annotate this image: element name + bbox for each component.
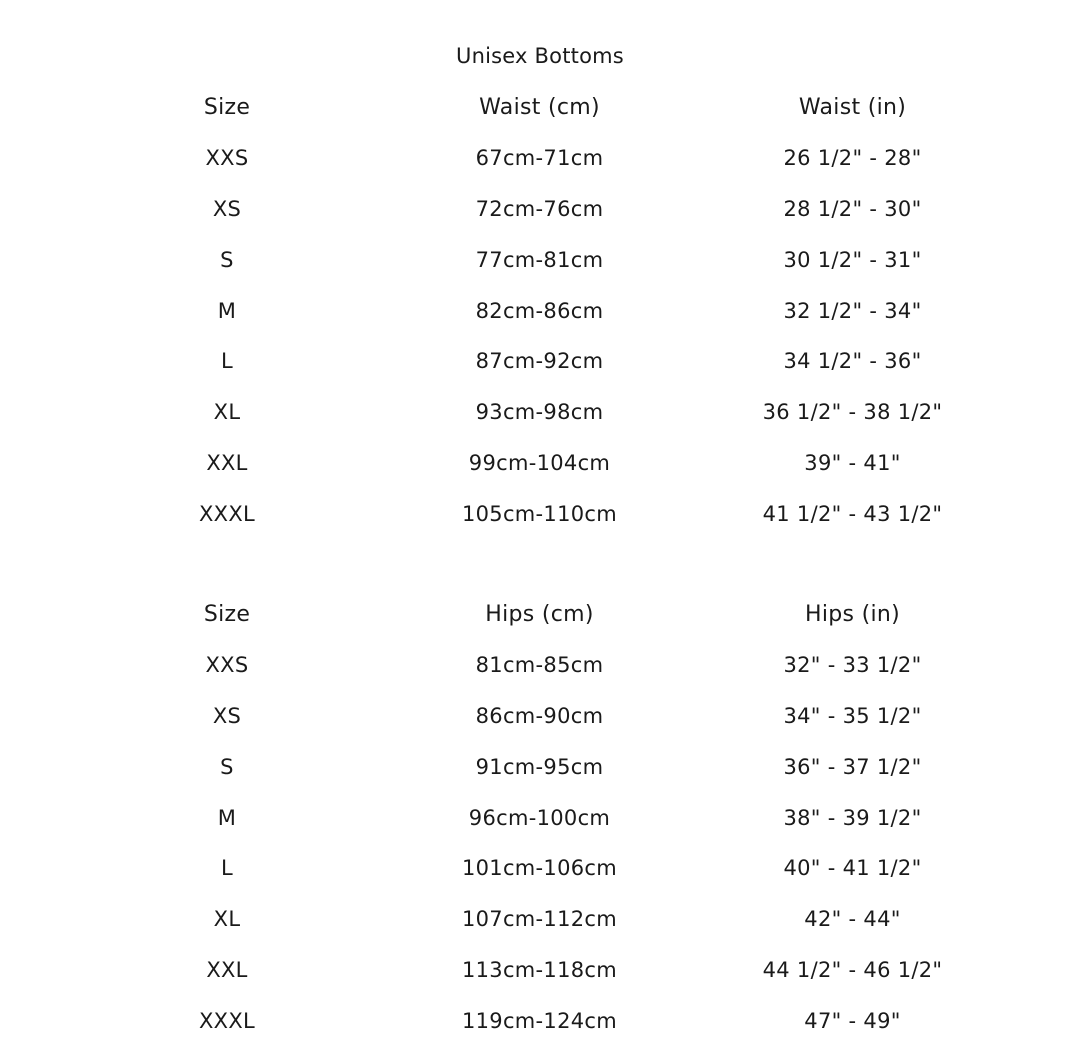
size-cell: XS xyxy=(212,196,242,221)
waist-cm-cell: 67cm-71cm xyxy=(475,146,604,171)
waist-cm-cell: 87cm-92cm xyxy=(475,349,604,374)
hips-in-cell: 34" - 35 1/2" xyxy=(783,703,922,728)
waist-size-table xyxy=(71,82,1009,539)
waist-in-cell: 34 1/2" - 36" xyxy=(783,349,922,374)
size-cell: XXXL xyxy=(198,501,256,526)
size-cell: S xyxy=(220,754,234,779)
hips-cm-cell: 119cm-124cm xyxy=(461,1008,618,1033)
hips-cm-cell: 101cm-106cm xyxy=(461,856,618,881)
table-row xyxy=(71,792,1009,843)
waist-in-cell: 36 1/2" - 38 1/2" xyxy=(762,400,943,425)
size-cell: XXL xyxy=(206,450,248,475)
table-row xyxy=(71,488,1009,539)
table-row xyxy=(71,234,1009,285)
waist-cm-cell: 77cm-81cm xyxy=(475,247,604,272)
hips-in-cell: 44 1/2" - 46 1/2" xyxy=(762,957,943,982)
waist-in-cell: 41 1/2" - 43 1/2" xyxy=(762,501,943,526)
column-header-hips-in: Hips (in) xyxy=(805,601,900,627)
waist-cm-cell: 93cm-98cm xyxy=(475,400,604,425)
size-cell: XL xyxy=(213,400,241,425)
waist-cm-cell: 82cm-86cm xyxy=(475,298,604,323)
table-row xyxy=(71,741,1009,792)
table-row xyxy=(71,336,1009,387)
hips-cm-cell: 113cm-118cm xyxy=(461,957,618,982)
hips-cm-cell: 91cm-95cm xyxy=(475,754,604,779)
column-header-hips-cm: Hips (cm) xyxy=(485,601,594,627)
size-cell: XXS xyxy=(205,146,249,171)
size-cell: XL xyxy=(213,907,241,932)
table-row xyxy=(71,184,1009,235)
hips-in-cell: 47" - 49" xyxy=(804,1008,901,1033)
waist-cm-cell: 72cm-76cm xyxy=(475,196,604,221)
size-cell: XXS xyxy=(205,653,249,678)
waist-in-cell: 28 1/2" - 30" xyxy=(783,196,922,221)
table-row xyxy=(71,438,1009,489)
hips-cm-cell: 81cm-85cm xyxy=(475,653,604,678)
hips-in-cell: 42" - 44" xyxy=(804,907,901,932)
hips-in-cell: 40" - 41 1/2" xyxy=(783,856,922,881)
hips-in-cell: 38" - 39 1/2" xyxy=(783,805,922,830)
waist-cm-cell: 99cm-104cm xyxy=(468,450,611,475)
size-cell: XXL xyxy=(206,957,248,982)
table-header-row xyxy=(71,82,1009,133)
table-row xyxy=(71,691,1009,742)
waist-in-cell: 30 1/2" - 31" xyxy=(783,247,922,272)
table-row xyxy=(71,285,1009,336)
hips-in-cell: 32" - 33 1/2" xyxy=(783,653,922,678)
hips-size-table xyxy=(71,589,1009,1046)
column-header-waist-cm: Waist (cm) xyxy=(479,94,600,120)
table-row xyxy=(71,945,1009,996)
size-cell: M xyxy=(217,298,237,323)
size-cell: XS xyxy=(212,703,242,728)
table-row xyxy=(71,133,1009,184)
column-header-size: Size xyxy=(203,94,251,120)
column-header-waist-in: Waist (in) xyxy=(798,94,907,120)
size-cell: L xyxy=(221,856,233,881)
size-cell: M xyxy=(217,805,237,830)
table-row xyxy=(71,995,1009,1046)
waist-in-cell: 32 1/2" - 34" xyxy=(783,298,922,323)
table-row xyxy=(71,843,1009,894)
waist-in-cell: 39" - 41" xyxy=(804,450,901,475)
size-cell: XXXL xyxy=(198,1008,256,1033)
hips-in-cell: 36" - 37 1/2" xyxy=(783,754,922,779)
table-row xyxy=(71,894,1009,945)
size-cell: S xyxy=(220,247,234,272)
hips-cm-cell: 86cm-90cm xyxy=(475,703,604,728)
table-row xyxy=(71,640,1009,691)
table-row xyxy=(71,387,1009,438)
hips-cm-cell: 107cm-112cm xyxy=(461,907,618,932)
table-header-row xyxy=(71,589,1009,640)
size-cell: L xyxy=(221,349,233,374)
column-header-size: Size xyxy=(203,601,251,627)
page-title: Unisex Bottoms xyxy=(456,44,624,68)
hips-cm-cell: 96cm-100cm xyxy=(468,805,611,830)
waist-in-cell: 26 1/2" - 28" xyxy=(783,146,922,171)
waist-cm-cell: 105cm-110cm xyxy=(461,501,618,526)
